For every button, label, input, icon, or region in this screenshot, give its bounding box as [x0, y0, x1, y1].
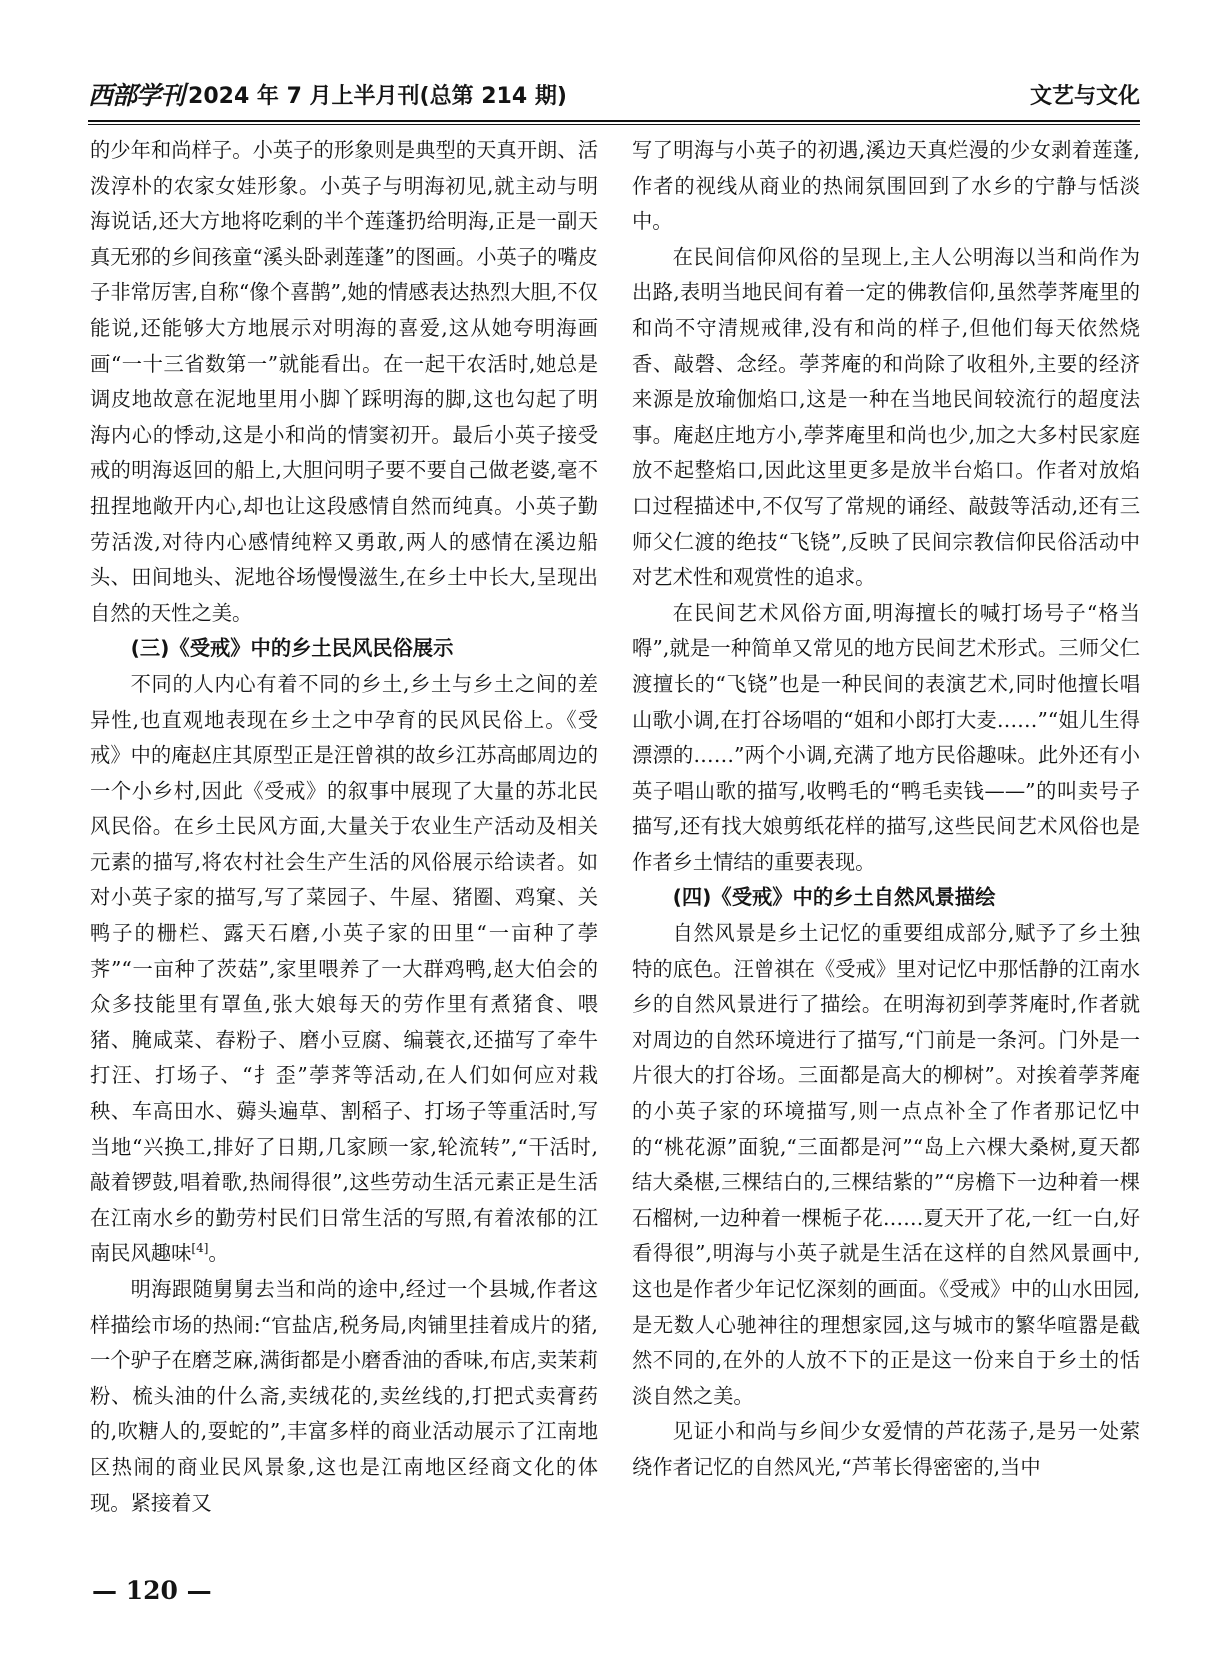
- paragraph: [90, 667, 598, 1272]
- left-column: [90, 133, 598, 1596]
- section-heading: (三)《受戒》中的乡土民风民俗展示: [130, 636, 454, 661]
- paragraph: 明海跟随舅舅去当和尚的途中,经过一个县城,作者这样描绘市场的热闹:“官盐店,税务局,肉铺里挂着成片的猪,一个驴子在磨芝麻,满街都是小磨香油的香味,布店,卖茉莉粉、梳头油的什么斋,卖绒花的,卖丝线的,打把式卖膏药的,吹糖人的,耍蛇的”,丰富多样的商业活动展示了江南地区热闹的商业民风景象,这也是江南地区经商文化的体现。紧接着又: [90, 1277, 598, 1515]
- right-column: [632, 133, 1140, 1596]
- paragraph: 的少年和尚样子。小英子的形象则是典型的天真开朗、活泼淳朴的农家女娃形象。小英子与明海初见,就主动与明海说话,还大方地将吃剩的半个莲蓬扔给明海,正是一副天真无邪的乡间孩童“溪头卧剥莲蓬”的图画。小英子的嘴皮子非常厉害,自称“像个喜鹊”,她的情感表达热烈大胆,不仅能说,还能够大方地展示对明海的喜爱,这从她夸明海画画“一十三省数第一”就能看出。在一起干农活时,她总是调皮地故意在泥地里用小脚丫踩明海的脚,这也勾起了明海内心的悸动,这是小和尚的情窦初开。最后小英子接受戒的明海返回的船上,大胆问明子要不要自己做老婆,毫不扭捏地敞开内心,却也让这段感情自然而纯真。小英子勤劳活泼,对待内心感情纯粹又勇敢,两人的感情在溪边船头、田间地头、泥地谷场慢慢滋生,在乡土中长大,呈现出自然的天性之美。: [90, 138, 598, 625]
- header-rule-thin: [88, 124, 1140, 125]
- paragraph: 写了明海与小英子的初遇,溪边天真烂漫的少女剥着莲蓬,作者的视线从商业的热闹氛围回到了水乡的宁静与恬淡中。: [632, 138, 1140, 234]
- paragraph: 见证小和尚与乡间少女爱情的芦花荡子,是另一处萦绕作者记忆的自然风光,“芦苇长得密密的,当中: [632, 1419, 1140, 1479]
- paragraph: 自然风景是乡土记忆的重要组成部分,赋予了乡土独特的底色。汪曾祺在《受戒》里对记忆中那恬静的江南水乡的自然风景进行了描绘。在明海初到荸荠庵时,作者就对周边的自然环境进行了描写,“门前是一条河。门外是一片很大的打谷场。三面都是高大的柳树”。对挨着荸荠庵的小英子家的环境描写,则一点点补全了作者那记忆中的“桃花源”面貌,“三面都是河”“岛上六棵大桑树,夏天都结大桑椹,三棵结白的,三棵结紫的”“房檐下一边种着一棵石榴树,一边种着一棵栀子花……夏天开了花,一红一白,好看得很”,明海与小英子就是生活在这样的自然风景画中,这也是作者少年记忆深刻的画面。《受戒》中的山水田园,是无数人心驰神往的理想家园,这与城市的繁华喧嚣是截然不同的,在外的人放不下的正是这一份来自于乡土的恬淡自然之美。: [632, 921, 1140, 1408]
- citation: [4]: [191, 1241, 209, 1256]
- header-left: [88, 76, 567, 112]
- paragraph: 在民间艺术风俗方面,明海擅长的喊打场号子“格当嘚”,就是一种简单又常见的地方民间艺术形式。三师父仁渡擅长的“飞铙”也是一种民间的表演艺术,同时他擅长唱山歌小调,在打谷场唱的“姐和小郎打大麦……”“姐儿生得漂漂的……”两个小调,充满了地方民俗趣味。此外还有小英子唱山歌的描写,收鸭毛的“鸭毛卖钱——”的叫卖号子描写,还有找大娘剪纸花样的描写,这些民间艺术风俗也是作者乡土情结的重要表现。: [632, 600, 1140, 874]
- page-number: — 120 —: [92, 1576, 212, 1605]
- page-header: [88, 72, 1140, 116]
- paragraph-end: 。: [208, 1241, 229, 1266]
- paragraph: 在民间信仰风俗的呈现上,主人公明海以当和尚作为出路,表明当地民间有着一定的佛教信仰,虽然荸荠庵里的和尚不守清规戒律,没有和尚的样子,但他们每天依然烧香、敲磬、念经。荸荠庵的和尚除了收租外,主要的经济来源是放瑜伽焰口,这是一种在当地民间较流行的超度法事。庵赵庄地方小,荸荠庵里和尚也少,加之大多村民家庭放不起整焰口,因此这里更多是放半台焰口。作者对放焰口过程描述中,不仅写了常规的诵经、敲鼓等活动,还有三师父仁渡的绝技“飞铙”,反映了民间宗教信仰民俗活动中对艺术性和观赏性的追求。: [632, 244, 1140, 590]
- section-title: 文艺与文化: [1029, 83, 1140, 109]
- paragraph-text: 不同的人内心有着不同的乡土,乡土与乡土之间的差异性,也直观地表现在乡土之中孕育的民风民俗上。《受戒》中的庵赵庄其原型正是汪曾祺的故乡江苏高邮周边的一个小乡村,因此《受戒》的叙事中展现了大量的苏北民风民俗。在乡土民风方面,大量关于农业生产活动及相关元素的描写,将农村社会生产生活的风俗展示给读者。如对小英子家的描写,写了菜园子、牛屋、猪圈、鸡窠、关鸭子的栅栏、露天石磨,小英子家的田里“一亩种了荸荠”“一亩种了茨菇”,家里喂养了一大群鸡鸭,赵大伯会的众多技能里有罩鱼,张大娘每天的劳作里有煮猪食、喂猪、腌咸菜、舂粉子、磨小豆腐、编蓑衣,还描写了牵牛打汪、打场子、“扌歪”荸荠等活动,在人们如何应对栽秧、车高田水、薅头遍草、割稻子、打场子等重活时,写当地“兴换工,排好了日期,几家顾一家,轮流转”,“干活时,敲着锣鼓,唱着歌,热闹得很”,这些劳动生活元素正是生活在江南水乡的勤劳村民们日常生活的写照,有着浓郁的江南民风趣味: [90, 671, 598, 1266]
- section-heading: (四)《受戒》中的乡土自然风景描绘: [672, 885, 996, 910]
- issue-info: 2024 年 7 月上半月刊(总第 214 期): [188, 83, 567, 109]
- journal-logo: 西部学刊: [88, 81, 185, 110]
- header-rule: [88, 120, 1140, 122]
